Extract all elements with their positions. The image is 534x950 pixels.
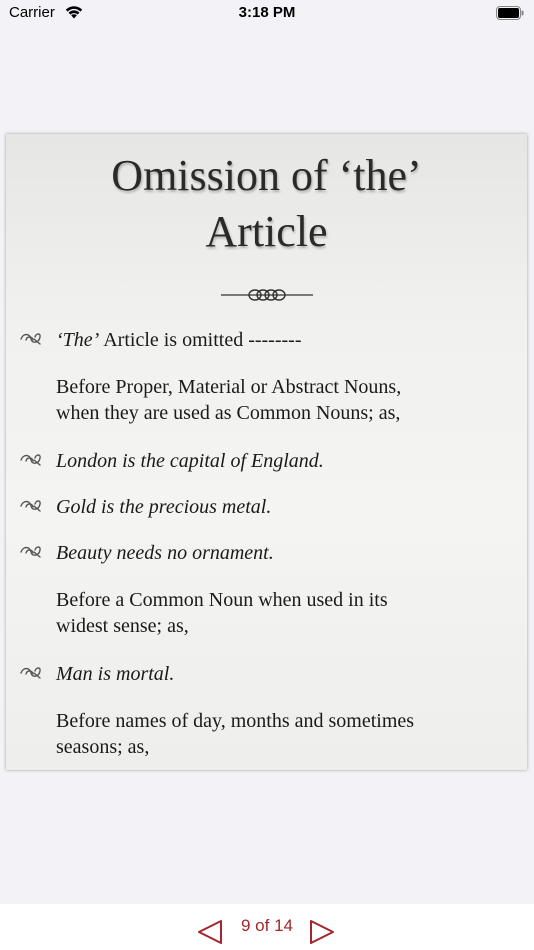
clock: 3:18 PM bbox=[238, 4, 296, 21]
page-indicator: 9 of 14 bbox=[241, 916, 293, 935]
list-item-text: Before names of day, months and sometimes bbox=[56, 710, 415, 732]
slide-title-line-2: Article bbox=[205, 207, 328, 256]
triangle-right-icon bbox=[308, 918, 336, 946]
triangle-left-icon bbox=[196, 918, 224, 946]
list-item-text: Man is mortal. bbox=[56, 663, 175, 685]
carrier-label: Carrier bbox=[9, 4, 55, 21]
battery-icon bbox=[496, 6, 524, 20]
list-item-text: Before Proper, Material or Abstract Nouns, bbox=[56, 376, 402, 398]
next-page-button[interactable] bbox=[308, 918, 336, 946]
list-item-text: London is the capital of England. bbox=[56, 450, 324, 472]
list-item-text: Beauty needs no ornament. bbox=[56, 542, 274, 564]
list-item-text: when they are used as Common Nouns; as, bbox=[56, 402, 401, 424]
bullet-flourish-icon bbox=[20, 544, 42, 558]
bullet-flourish-icon bbox=[20, 452, 42, 466]
list-item-text: Article is omitted -------- bbox=[99, 329, 302, 351]
list-item-text: Gold is the precious metal. bbox=[56, 496, 272, 518]
bullet-flourish-icon bbox=[20, 665, 42, 679]
list-item-text: widest sense; as, bbox=[56, 615, 189, 637]
bullet-flourish-icon bbox=[20, 498, 42, 512]
slide-content bbox=[6, 134, 527, 770]
slide-title-line-1: Omission of ‘the’ bbox=[111, 151, 422, 200]
list-item-text: seasons; as, bbox=[56, 736, 150, 758]
bullet-list bbox=[6, 134, 527, 770]
bottom-navigation-bar bbox=[0, 904, 534, 950]
bullet-flourish-icon bbox=[20, 331, 42, 345]
status-bar bbox=[0, 0, 534, 30]
previous-page-button[interactable] bbox=[196, 918, 224, 946]
emphasis-word: ‘The’ bbox=[56, 329, 100, 351]
list-item-text: Before a Common Noun when used in its bbox=[56, 589, 388, 611]
